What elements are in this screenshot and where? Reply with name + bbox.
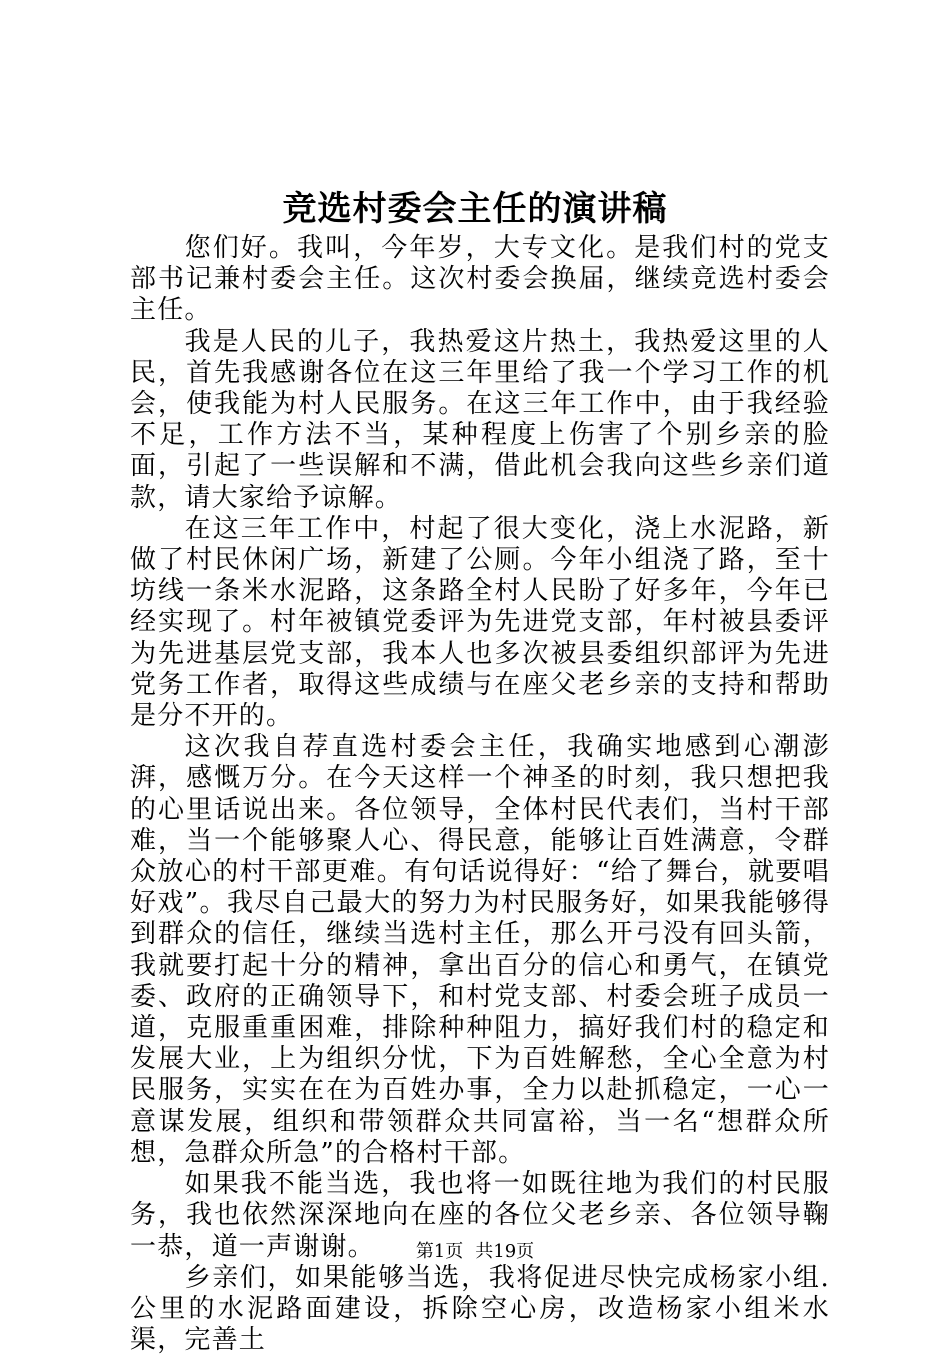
page-number: 第1页	[415, 1241, 464, 1262]
page-footer	[0, 1240, 950, 1264]
paragraph-thanks: 我是人民的儿子，我热爱这片热土，我热爱这里的人民，首先我感谢各位在这三年里给了我一个学习工作的机会，使我能为村人民服务。在这三年工作中，由于我经验不足，工作方法不当，某种程度上伤害了个别乡亲的脸面，引起了一些误解和不满，借此机会我向这些乡亲们道款，请大家给予谅解。	[130, 326, 830, 513]
page-total: 共19页	[475, 1241, 535, 1262]
paragraph-greeting: 您们好。我叫，今年岁，大专文化。是我们村的党支部书记兼村委会主任。这次村委会换届，继续竞选村委会主任。	[130, 233, 830, 326]
paragraph-if-not-elected: 如果我不能当选，我也将一如既往地为我们的村民服务，我也依然深深地向在座的各位父老乡亲、各位领导鞠一恭，道一声谢谢。	[130, 1169, 830, 1262]
paragraph-plans: 乡亲们，如果能够当选，我将促进尽快完成杨家小组.公里的水泥路面建设，拆除空心房，改造杨家小组米水渠，完善土	[130, 1262, 830, 1356]
document-title: 竞选村委会主任的演讲稿	[282, 189, 668, 229]
document-body	[130, 233, 830, 1356]
paragraph-achievements: 在这三年工作中，村起了很大变化，浇上水泥路，新做了村民休闲广场，新建了公厕。今年小组浇了路，至十坊线一条米水泥路，这条路全村人民盼了好多年，今年已经实现了。村年被镇党委评为先进党支部，年村被县委评为先进基层党支部，我本人也多次被县委组织部评为先进党务工作者，取得这些成绩与在座父老乡亲的支持和帮助是分不开的。	[130, 513, 830, 732]
paragraph-commitment: 这次我自荐直选村委会主任，我确实地感到心潮澎湃，感慨万分。在今天这样一个神圣的时刻，我只想把我的心里话说出来。各位领导，全体村民代表们，当村干部难，当一个能够聚人心、得民意，能够让百姓满意，令群众放心的村干部更难。有句话说得好：“给了舞台，就要唱好戏”。我尽自己最大的努力为村民服务好，如果我能够得到群众的信任，继续当选村主任，那么开弓没有回头箭，我就要打起十分的精神，拿出百分的信心和勇气，在镇党委、政府的正确领导下，和村党支部、村委会班子成员一道，克服重重困难，排除种种阻力，搞好我们村的稳定和发展大业，上为组织分忧，下为百姓解愁，全心全意为村民服务，实实在在为百姓办事，全力以赴抓稳定，一心一意谋发展，组织和带领群众共同富裕，当一名“想群众所想，急群众所急”的合格村干部。	[130, 732, 830, 1168]
